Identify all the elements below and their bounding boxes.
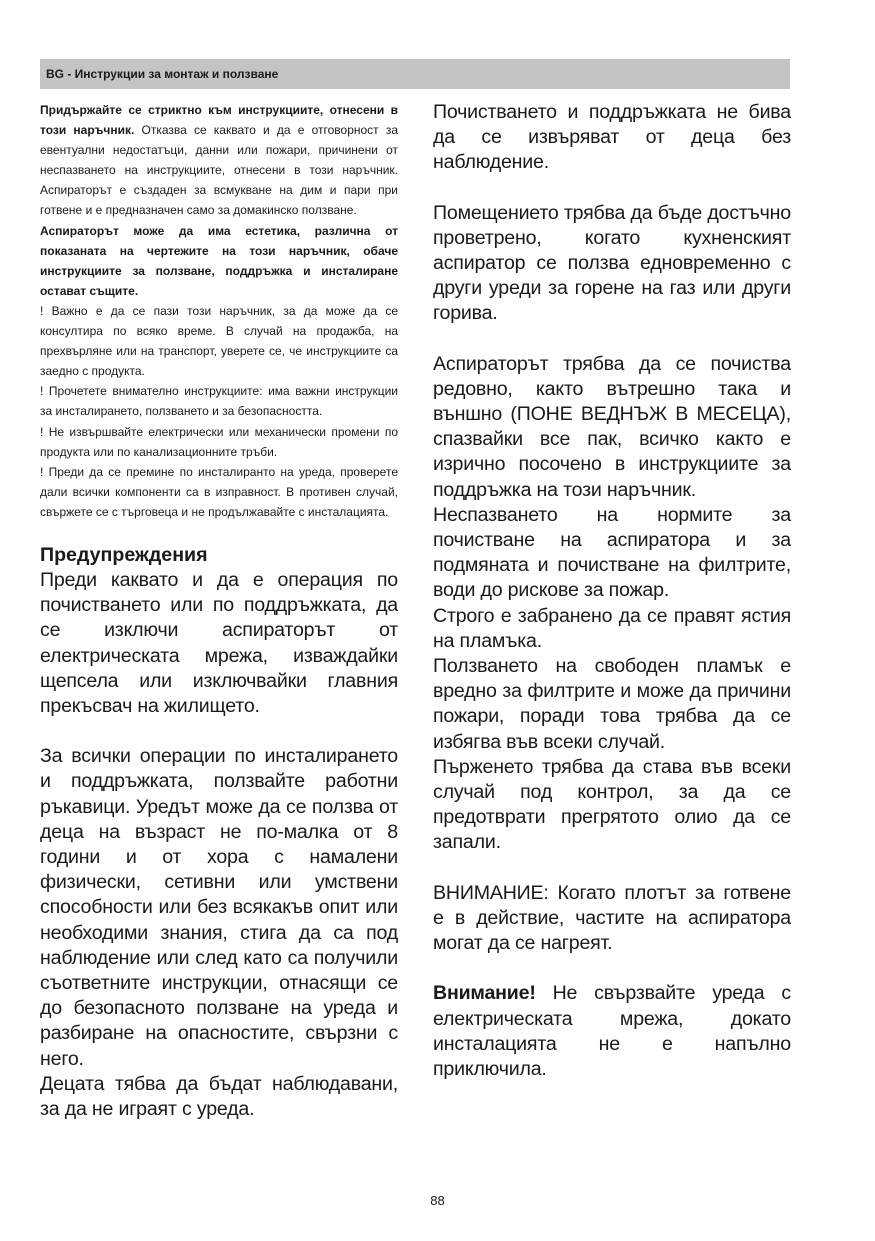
right-paragraph: Аспираторът трябва да се почиства редовно, както вътрешно така и външно (ПОНЕ ВЕДНЪЖ В МЕСЕЦА), спазвайки все пак, всичко както е изрично посочено в инструкциите за поддръжка на този наръчник. [433, 352, 791, 501]
intro-paragraph [40, 100, 398, 221]
note-item: ! Преди да се премине по инсталиранто на уреда, проверете дали всички компоненти са в изправност. В противен случай, свържете се с търговеца и не продължавайте с инсталацията. [40, 464, 398, 519]
note-item: ! Прочетете внимателно инструкциите: има важни инструкции за инсталирането, ползването и за безопасността. [40, 384, 398, 419]
warnings-paragraph: Децата тябва да бъдат наблюдавани, за да не играят с уреда. [40, 1072, 398, 1121]
page-number: 88 [430, 1193, 445, 1208]
final-warning [433, 981, 791, 1082]
right-paragraph: Почистването и поддръжката не бива да се извъряват от деца без наблюдение. [433, 101, 791, 174]
note-item: ! Не извършвайте електрически или механически промени по продукта или по канализационните тръби. [40, 424, 398, 459]
attention-paragraph: ВНИМАНИЕ: Когато плотът за готвене е в действие, частите на аспиратора могат да се нагреят. [433, 881, 791, 955]
final-warning-bold: Внимание! [433, 982, 536, 1005]
header-title: BG - Инструкции за монтаж и ползване [46, 67, 279, 81]
warnings-heading: Предупреждения [40, 543, 208, 566]
right-paragraph: Строго е забранено да се правят ястия на пламъка. [433, 604, 791, 652]
right-paragraph: Ползването на свободен пламък е вредно за филтрите и може да причини пожари, поради това трябва да се избягва във всеки случай. [433, 655, 791, 753]
intro-text: Отказва се каквато и да е отговорност за евентуални недостатъци, данни или пожари, причинени от неспазването на инструкциите, отнесени в този наръчник. Аспираторът е създаден за всмукване на дим и пари при готвене и е предназначен само за домакинско ползване. [40, 123, 398, 218]
warnings-paragraph: За всички операции по инсталирането и поддръжката, ползвайте работни ръкавици. Уредът може да се ползва от деца на възраст не по-малка от 8 години и от хора с намалени физически, сетивни или умствени способности или без всякакъв опит или необходими знания, стига да са под наблюдение или след като са получили съответните инструкции, отнасящи се до безопасното ползване на уреда и разбиране на опасностите, свързни с него. [40, 745, 398, 1070]
design-note [40, 221, 398, 301]
warnings-paragraph: Преди каквато и да е операция по почистването или по поддръжката, да се изключи аспираторът от електрическата мрежа, изваждайки щепсела или изключвайки главния прекъсвач на жилището. [40, 568, 398, 717]
right-paragraph: Пърженето трябва да става във всеки случай под контрол, за да се предотврати прегрятото олио да се запали. [433, 755, 791, 854]
page-header [40, 59, 790, 89]
design-note-text: Аспираторът може да има естетика, различна от показаната на чертежите на този наръчник, обаче инструкциите за ползване, поддръжка и инсталиране остават същите. [40, 223, 398, 298]
left-column [40, 100, 398, 1122]
right-paragraph: Помещението трябва да бъде достъчно проветрено, когато кухненският аспиратор се ползва едновременно с други уреди за горене на газ или други горива. [433, 201, 791, 325]
final-warning-text: Не свързвайте уреда с електрическата мрежа, докато инсталацията не е напълно приключила. [433, 982, 791, 1080]
right-paragraph: Неспазването на нормите за почистване на аспиратора и за подмяната и почистване на филтрите, води до рискове за пожар. [433, 503, 791, 602]
note-item: ! Важно е да се пази този наръчник, за да може да се консултира по всяко време. В случай на продажба, на прехвърляне или на транспорт, уверете се, че инструкциите са заедно с продукта. [40, 303, 398, 379]
right-column [433, 100, 791, 1082]
intro-bold-text: Придържайте се стриктно към инструкциите, отнесени в този наръчник. [40, 103, 398, 138]
